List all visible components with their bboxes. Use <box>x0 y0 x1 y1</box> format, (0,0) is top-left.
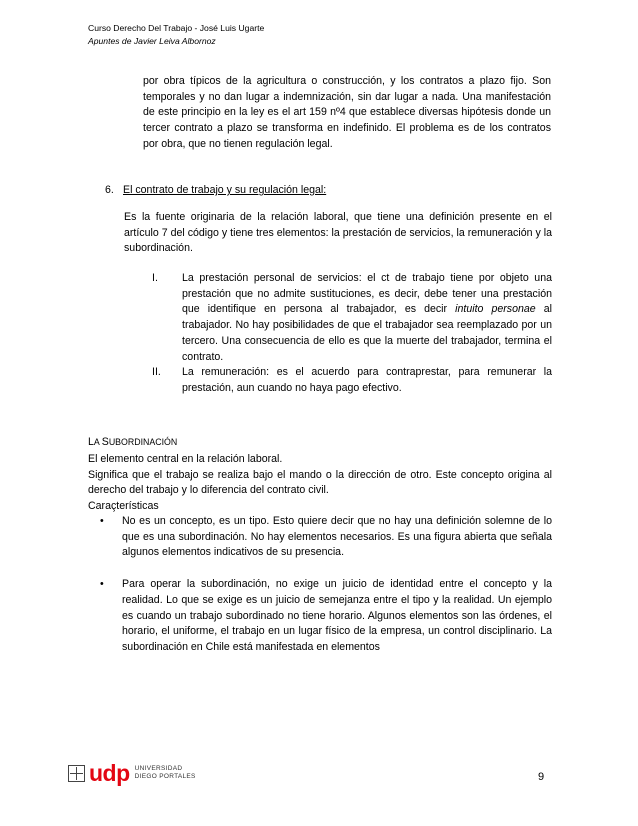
continuation-paragraph: por obra típicos de la agricultura o construcción, y los contratos a plazo fijo. Son temporales y no dan lugar a indemnización, sin dar lugar a nada. Una manifestación de este principio en la ley es el art 159 nº4 que establece diversas hipótesis donde un tercer contrato a plazo se transforma en indefinido. El problema es de los contratos por obra, que no tienen regulación legal. <box>143 75 551 150</box>
logo-subtitle: UNIVERSIDAD DIEGO PORTALES <box>134 765 196 780</box>
roman-item-text: La prestación personal de servicios: el ct de trabajo tiene por objeto una prestación que no admite sustituciones, es decir, debe tener una prestación que identifique en persona al trabajador, es decir intuito personae al trabajador. No hay posibilidades de que el trabajador sea reemplazado por un tercero. Una consecuencia de ello es que la muerte del trabajador, termina el contrato. <box>182 272 552 363</box>
subordination-intro <box>88 452 552 515</box>
roman-item-text: La remuneración: es el acuerdo para contraprestar, para remunerar la prestación, aun cuando no haya pago efectivo. <box>182 366 552 394</box>
university-crest-icon <box>68 765 85 782</box>
university-logo <box>68 760 196 786</box>
section-number: 6. <box>105 184 114 196</box>
intro-line: El elemento central en la relación laboral. <box>88 453 283 465</box>
roman-list-item <box>140 365 552 396</box>
list-item: • No es un concepto, es un tipo. Esto quiere decir que no hay una definición solemne de lo que es una subordinación. No hay elementos necesarios. Es una figura abierta que señala algunos elementos indicativos de su presencia. <box>100 514 552 561</box>
page-header <box>88 22 264 47</box>
bullet-icon: • <box>100 515 104 527</box>
section-title: El contrato de trabajo y su regulación legal: <box>123 184 327 196</box>
logo-wordmark: udp <box>89 760 130 786</box>
bullet-icon: • <box>100 578 104 591</box>
roman-list <box>140 271 552 397</box>
intro-line: Significa que el trabajo se realiza bajo el mando o la dirección de otro. Este concepto origina al derecho del trabajo y lo diferencia del contrato civil. <box>88 468 552 497</box>
characteristics-list <box>100 514 552 656</box>
section-heading <box>105 183 555 199</box>
page-number: 9 <box>538 771 545 783</box>
latin-term: intuito personae <box>455 303 536 316</box>
notes-author: Apuntes de Javier Leiva Albornoz <box>88 35 216 46</box>
course-title: Curso Derecho Del Trabajo - José Luis Ugarte <box>88 23 265 33</box>
section-paragraph: Es la fuente originaria de la relación laboral, que tiene una definición presente en el artículo 7 del código y tiene tres elementos: la prestación de servicios, la remuneración y la subordinación. <box>124 211 552 255</box>
list-item: • Para operar la subordinación, no exige un juicio de identidad entre el concepto y la realidad. Lo que se exige es un juicio de semejanza entre el tipo y la realidad. Un ejemplo es cuando un trabajo subordinado no tiene horario. Algunos elementos son las órdenes, el horario, el uniforme, el trabajo en un lugar físico de la empresa, un control disciplinario. La subordinación en Chile está manifestada en elementos <box>100 577 552 656</box>
roman-numeral: I. <box>152 272 158 284</box>
roman-numeral: II. <box>152 366 161 379</box>
subsection-heading: LA SUBORDINACIÓN <box>88 436 178 448</box>
characteristics-label: Caraçterísticas <box>88 500 159 513</box>
roman-list-item <box>140 271 552 365</box>
